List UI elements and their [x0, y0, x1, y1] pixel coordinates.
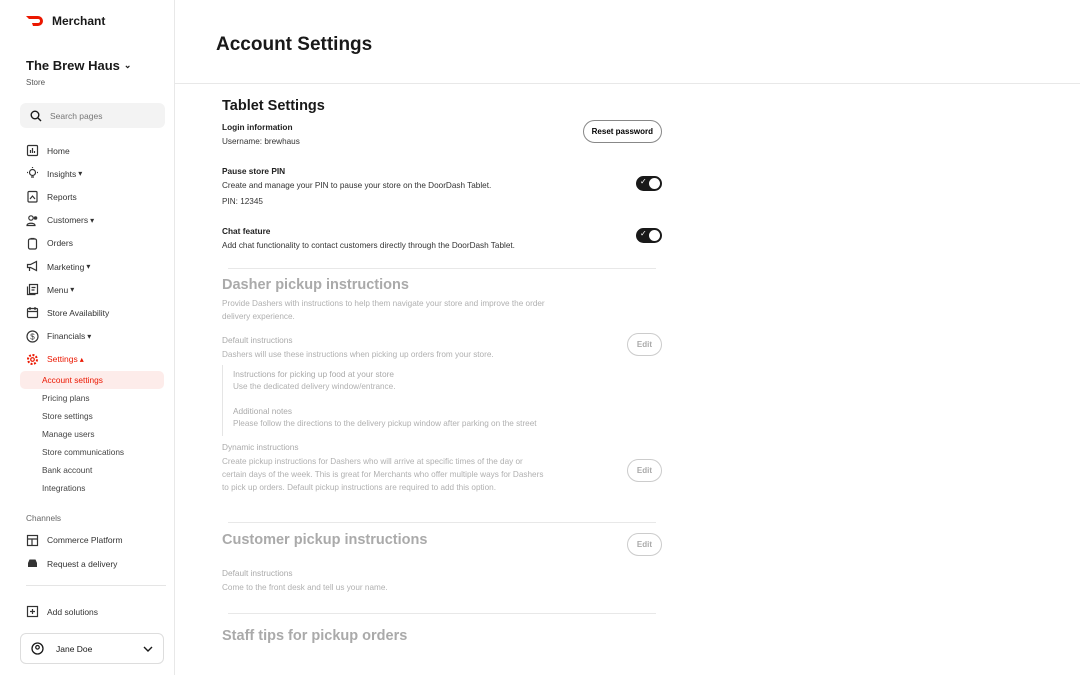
staff-tips-section [222, 614, 662, 644]
report-icon [26, 190, 39, 203]
chevron-down-icon: ▾ [87, 331, 92, 341]
nav-label: Request a delivery [47, 558, 118, 569]
dasher-pickup-section [222, 269, 662, 522]
menu-icon [26, 283, 39, 296]
gear-icon [26, 353, 39, 366]
nav-label: Orders [47, 238, 73, 249]
nav-label: Add solutions [47, 606, 99, 617]
edit-customer-instructions-button[interactable]: Edit [627, 533, 662, 556]
pause-pin-desc: Create and manage your PIN to pause your store on the DoorDash Tablet. [222, 181, 492, 190]
subnav-account-settings[interactable]: Account settings [20, 371, 164, 389]
user-name: Jane Doe [56, 643, 93, 654]
settings-content [222, 98, 662, 644]
reset-password-button[interactable]: Reset password [583, 120, 662, 143]
sidebar [0, 0, 175, 675]
nav-menu [26, 139, 166, 623]
nav-label: Marketing [47, 261, 85, 272]
store-type: Store [26, 78, 46, 87]
channels-heading: Channels [26, 512, 62, 523]
nav-label: Commerce Platform [47, 535, 123, 546]
nav-marketing[interactable] [26, 255, 166, 278]
section-title: Customer pickup instructions [222, 531, 428, 548]
nav-settings[interactable] [26, 348, 166, 371]
nav-label: Settings [47, 354, 78, 365]
logo[interactable] [26, 14, 105, 28]
nav-commerce-platform[interactable] [26, 529, 166, 552]
nav-home[interactable] [26, 139, 166, 162]
subnav-bank-account[interactable]: Bank account [42, 464, 93, 475]
edit-default-instructions-button[interactable]: Edit [627, 333, 662, 356]
subnav-integrations[interactable]: Integrations [42, 482, 86, 493]
subnav-store-settings[interactable]: Store settings [42, 410, 93, 421]
pin-value: PIN: 12345 [222, 196, 263, 206]
plus-box-icon [26, 605, 39, 618]
section-title: Tablet Settings [222, 98, 325, 114]
nav-label: Menu [47, 284, 69, 295]
check-icon: ✓ [640, 177, 647, 186]
nav-label: Insights [47, 168, 77, 179]
pause-pin-toggle[interactable] [636, 176, 662, 191]
search-icon [30, 110, 42, 122]
search-placeholder: Search pages [50, 110, 103, 121]
storefront-icon [26, 534, 39, 547]
chevron-down-icon [143, 646, 153, 652]
doordash-logo-icon [26, 16, 46, 26]
subnav-manage-users[interactable]: Manage users [42, 428, 95, 439]
dollar-icon [26, 330, 39, 343]
nav-add-solutions[interactable] [26, 600, 166, 623]
nav-financials[interactable] [26, 325, 166, 348]
customer-default-desc: Come to the front desk and tell us your name. [222, 582, 388, 592]
divider [26, 585, 166, 586]
username-text: Username: brewhaus [222, 137, 300, 146]
section-title: Staff tips for pickup orders [222, 627, 408, 644]
chevron-up-icon: ▴ [79, 354, 84, 364]
instructions-details [222, 365, 662, 436]
nav-store-availability[interactable] [26, 301, 166, 324]
tablet-settings-section [222, 98, 662, 268]
search-input[interactable] [20, 103, 165, 128]
nav-reports[interactable] [26, 185, 166, 208]
nav-label: Financials [47, 331, 86, 342]
store-name: The Brew Haus [26, 58, 120, 73]
user-menu[interactable] [20, 633, 164, 664]
brand-name: Merchant [52, 14, 106, 28]
orders-icon [26, 237, 39, 250]
default-instructions-label: Default instructions [222, 335, 293, 345]
chevron-down-icon: ▾ [86, 262, 91, 272]
nav-menu[interactable] [26, 278, 166, 301]
chat-feature-label: Chat feature [222, 226, 271, 236]
nav-label: Home [47, 145, 70, 156]
car-icon [26, 557, 39, 570]
check-icon: ✓ [640, 229, 647, 238]
edit-dynamic-instructions-button[interactable]: Edit [627, 459, 662, 482]
additional-notes-label: Additional notes [233, 406, 293, 416]
customer-default-label: Default instructions [222, 567, 293, 578]
chat-feature-desc: Add chat functionality to contact customers directly through the DoorDash Tablet. [222, 241, 515, 250]
nav-insights[interactable] [26, 162, 166, 185]
nav-customers[interactable] [26, 209, 166, 232]
dynamic-instructions-desc: Create pickup instructions for Dashers who will arrive at specific times of the day or certain days of the week. This is great for Merchants who offer multiple ways for Dashers to pick up orders. Default pickup instructions are required to add this option. [222, 456, 544, 492]
store-switcher[interactable] [26, 58, 131, 87]
pause-pin-label: Pause store PIN [222, 166, 286, 176]
nav-label: Store Availability [47, 307, 110, 318]
nav-request-delivery[interactable] [26, 552, 166, 575]
dynamic-instructions-label: Dynamic instructions [222, 441, 299, 452]
nav-label: Customers [47, 215, 89, 226]
subnav-store-communications[interactable]: Store communications [42, 446, 125, 457]
section-title: Dasher pickup instructions [222, 277, 409, 293]
default-instructions-desc: Dashers will use these instructions when picking up orders from your store. [222, 350, 494, 359]
subnav-pricing-plans[interactable]: Pricing plans [42, 392, 90, 403]
nav-label: Reports [47, 191, 77, 202]
home-chart-icon [26, 144, 39, 157]
login-info-label: Login information [222, 122, 293, 132]
customers-icon [26, 214, 39, 227]
additional-notes-desc: Please follow the directions to the delivery pickup window after parking on the street [233, 419, 537, 428]
dasher-desc: Provide Dashers with instructions to help them navigate your store and improve the order delivery experience. [222, 299, 545, 321]
chevron-down-icon: ⌄ [123, 60, 132, 70]
chevron-down-icon: ▾ [90, 215, 95, 225]
lightbulb-icon [26, 167, 39, 180]
chat-feature-toggle[interactable] [636, 228, 662, 243]
nav-orders[interactable] [26, 232, 166, 255]
chevron-down-icon: ▾ [70, 285, 75, 295]
page-header [175, 0, 1080, 84]
page-title: Account Settings [216, 34, 373, 55]
food-pickup-label: Instructions for picking up food at your store [233, 368, 394, 379]
customer-pickup-section [222, 523, 662, 613]
megaphone-icon [26, 260, 39, 273]
food-pickup-desc: Use the dedicated delivery window/entrance. [233, 381, 396, 391]
svg-text:$: $ [30, 332, 35, 342]
calendar-icon [26, 306, 39, 319]
chevron-down-icon: ▾ [78, 169, 83, 179]
user-avatar-icon [31, 642, 44, 655]
